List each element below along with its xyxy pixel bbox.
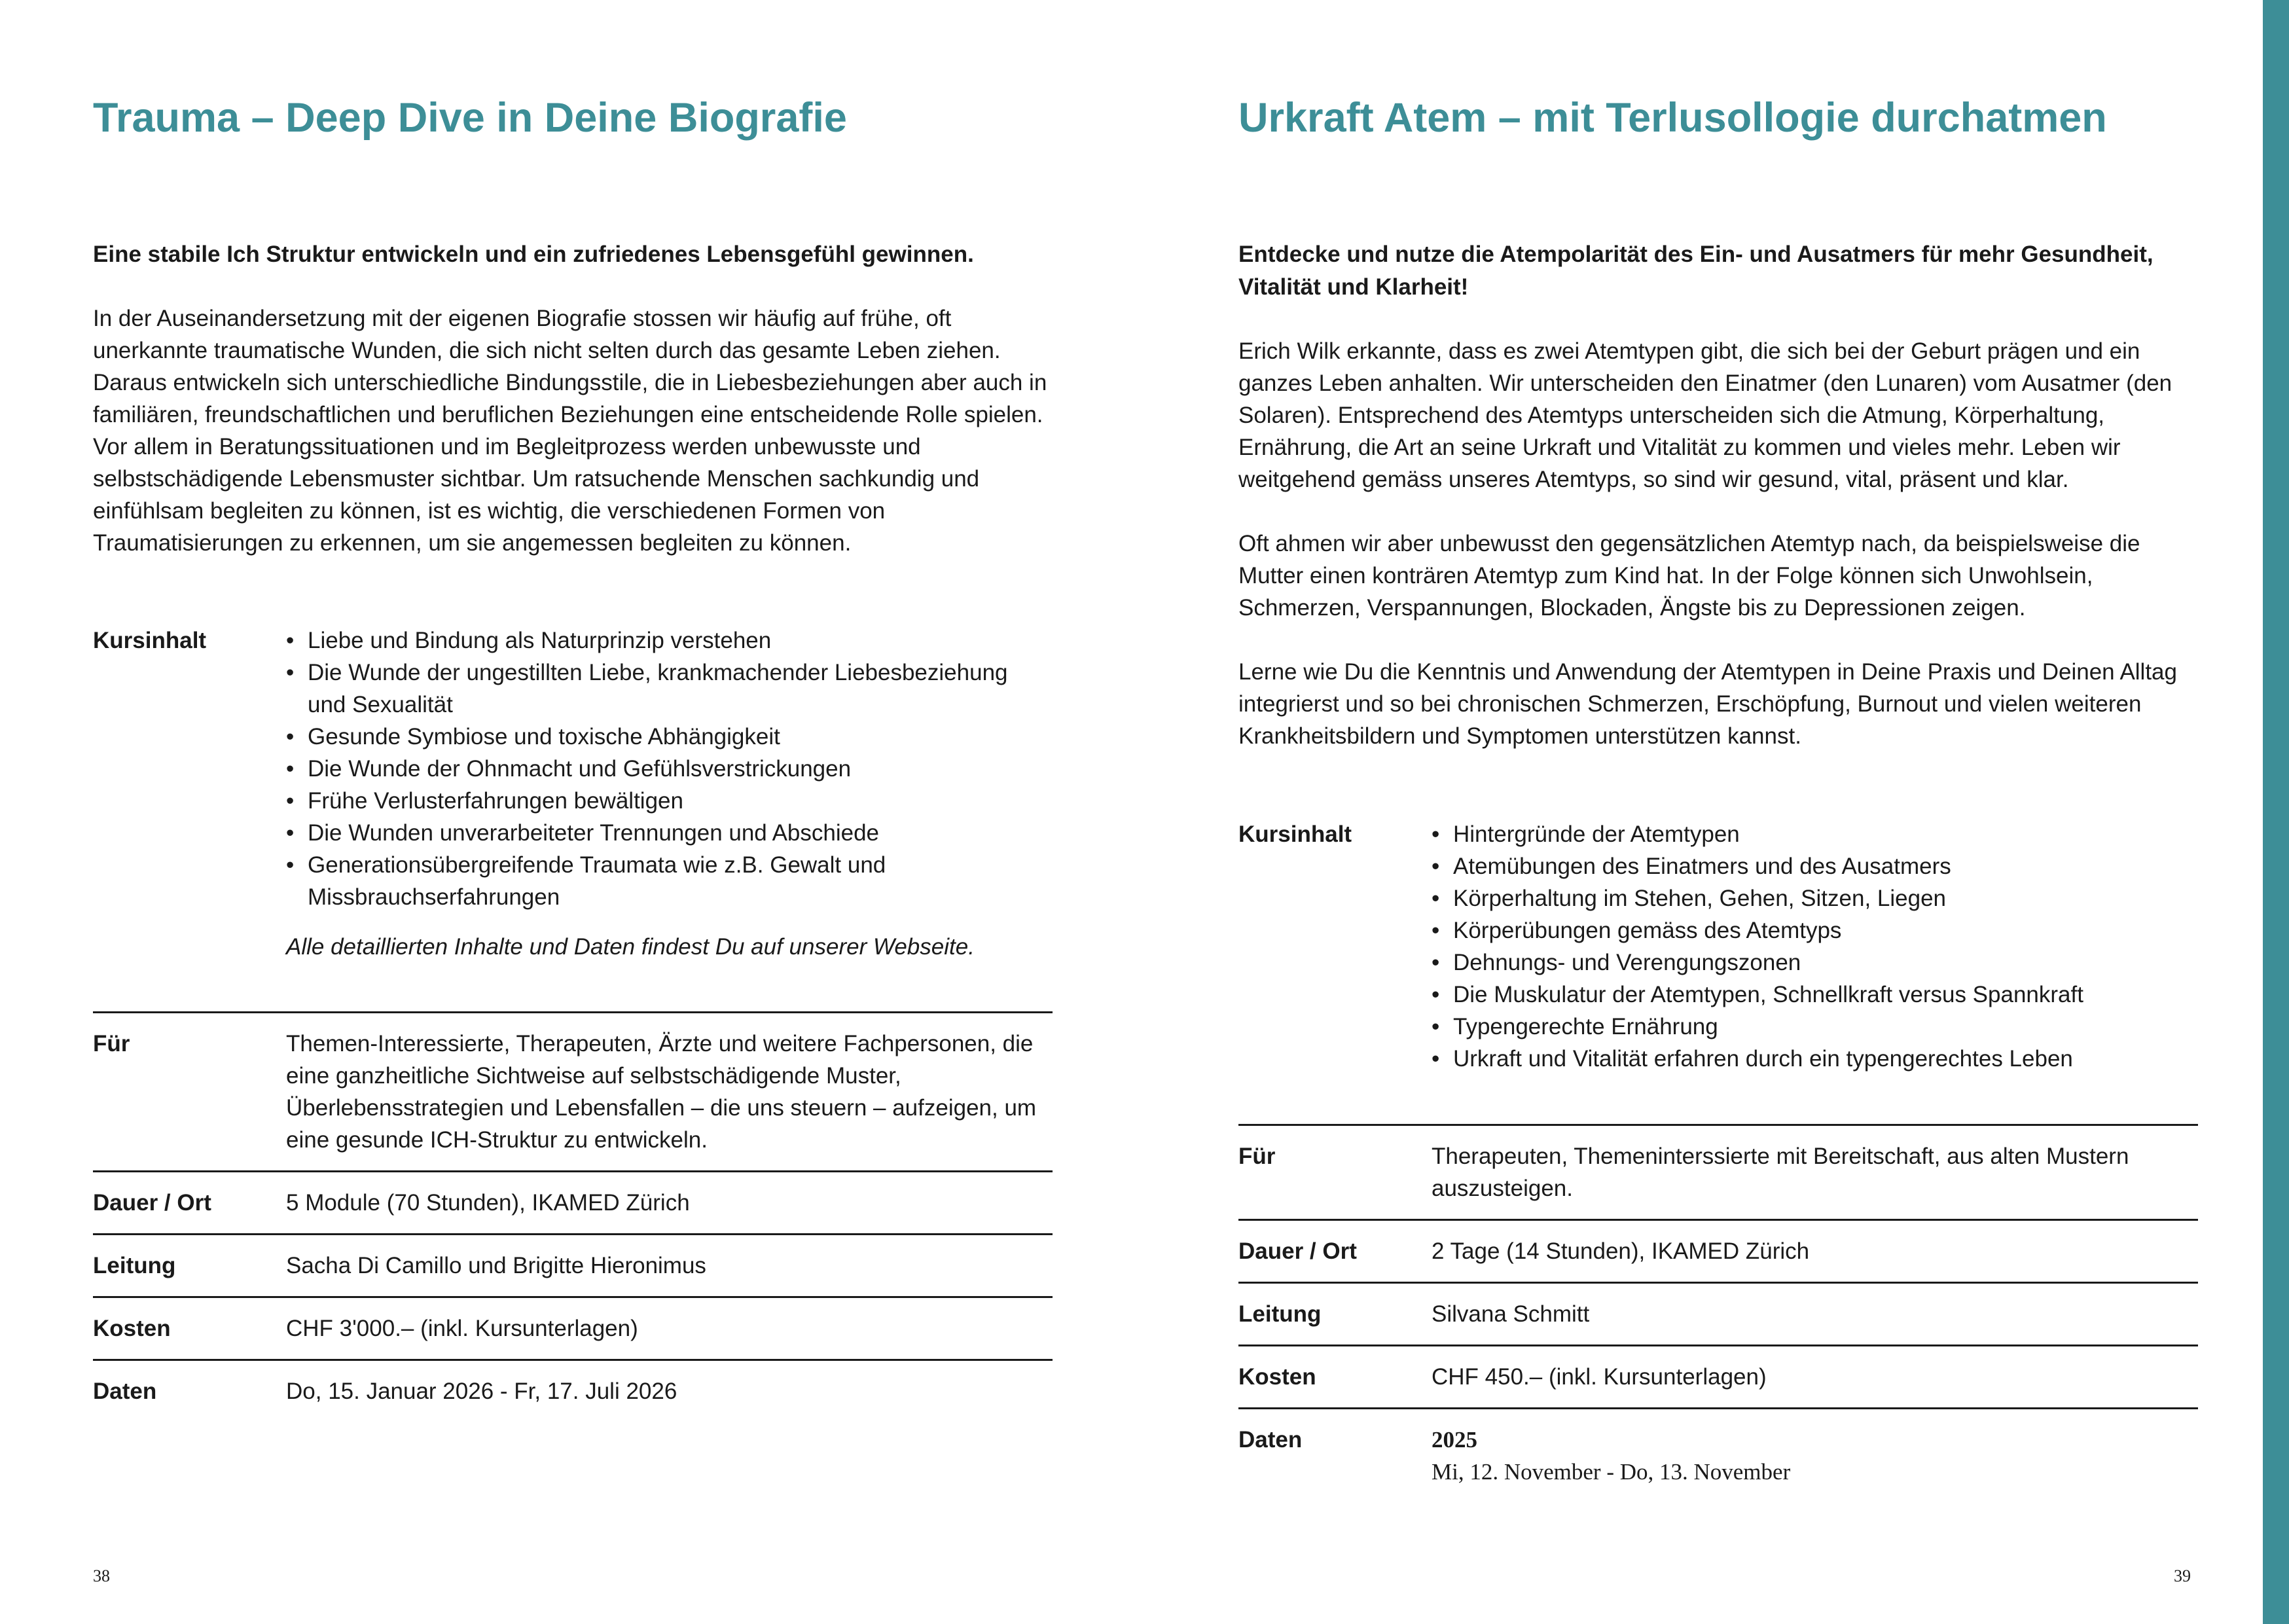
bullet-icon: • <box>286 756 295 782</box>
list-item: • Gesunde Symbiose und toxische Abhängigkeit <box>286 721 1052 753</box>
bullet-icon: • <box>1432 886 1440 911</box>
info-value: Sacha Di Camillo und Brigitte Hieronimus <box>286 1253 706 1278</box>
info-key: Dauer / Ort <box>93 1190 211 1216</box>
bullet-icon: • <box>286 788 295 814</box>
list-item: • Generationsübergreifende Traumata wie z.B. Gewalt und Missbrauchserfahrungen <box>286 849 1052 913</box>
info-key: Daten <box>1238 1427 1303 1453</box>
course-info-table <box>1238 1124 2198 1502</box>
info-key: Für <box>93 1031 130 1056</box>
info-value: CHF 450.– (inkl. Kursunterlagen) <box>1432 1364 1767 1390</box>
info-row-dauer-ort <box>93 1170 1053 1233</box>
lead-text: Eine stabile Ich Struktur entwickeln und ein zufriedenes Lebensgefühl gewinnen. <box>93 242 974 267</box>
info-row-leitung <box>93 1233 1053 1296</box>
info-key: Leitung <box>93 1253 176 1278</box>
info-value: Silvana Schmitt <box>1432 1301 1590 1327</box>
bullet-icon: • <box>1432 1046 1440 1072</box>
intro-paragraph: Lerne wie Du die Kenntnis und Anwendung der Atemtypen in Deine Praxis und Deinen Alltag integrierst und so bei chronischen Schmerzen, Erschöpfung, Burnout und vielen weiteren Krankheitsbildern und Symptomen unterstützen kannst. <box>1238 659 2177 749</box>
intro-paragraph: In der Auseinandersetzung mit der eigenen Biografie stossen wir häufig auf frühe, oft unerkannte traumatische Wunden, die sich nicht selten durch das gesamte Leben ziehen. Daraus entwickeln sich unterschiedliche Bindungsstile, die in Liebesbeziehungen aber auch in familiären, freundschaftlichen und beruflichen Beziehungen eine entscheidende Rolle spielen. Vor allem in Beratungssituationen und im Begleitprozess werden unbewusste und selbstschädigende Lebensmuster sichtbar. Um ratsuchende Menschen sachkundig und einfühlsam begleiten zu können, ist es wichtig, die verschiedenen Formen von Traumatisierungen zu erkennen, um sie angemessen begleiten zu können. <box>93 306 1047 556</box>
bullet-icon: • <box>286 820 295 846</box>
dates-year: 2025 <box>1432 1427 1477 1453</box>
info-key: Kosten <box>1238 1364 1316 1390</box>
dates-range: Mi, 12. November - Do, 13. November <box>1432 1459 1791 1485</box>
bullet-icon: • <box>1432 918 1440 943</box>
website-note: Alle detaillierten Inhalte und Daten findest Du auf unserer Webseite. <box>286 934 975 960</box>
info-key: Für <box>1238 1144 1276 1169</box>
page-number: 39 <box>2174 1566 2191 1585</box>
info-row-daten <box>1238 1407 2198 1502</box>
list-item: • Liebe und Bindung als Naturprinzip verstehen <box>286 624 1052 657</box>
info-row-fuer <box>93 1011 1053 1170</box>
course-content-label: Kursinhalt <box>93 628 207 653</box>
intro-paragraph: Oft ahmen wir aber unbewusst den gegensätzlichen Atemtyp nach, da beispielsweise die Mutter einen konträren Atemtyp zum Kind hat. In der Folge können sich Unwohlsein, Schmerzen, Verspannungen, Blockaden, Ängste bis zu Depressionen zeigen. <box>1238 531 2140 621</box>
page-number: 38 <box>93 1566 110 1585</box>
info-row-daten <box>93 1359 1053 1422</box>
bullet-icon: • <box>286 660 295 685</box>
intro-paragraphs <box>1238 335 2198 752</box>
course-info-table <box>93 1011 1053 1422</box>
accent-strip <box>2263 0 2289 1624</box>
bullet-icon: • <box>286 852 295 878</box>
list-item: • Die Wunde der Ohnmacht und Gefühlsverstrickungen <box>286 753 1052 785</box>
list-item: • Die Wunde der ungestillten Liebe, krankmachender Liebesbeziehung und Sexualität <box>286 657 1052 721</box>
list-item: • Körperübungen gemäss des Atemtyps <box>1432 914 2197 947</box>
bullet-icon: • <box>1432 854 1440 879</box>
bullet-icon: • <box>286 724 295 749</box>
info-row-kosten <box>1238 1344 2198 1407</box>
intro-paragraph: Erich Wilk erkannte, dass es zwei Atemtypen gibt, die sich bei der Geburt prägen und ein ganzes Leben anhalten. Wir unterscheiden den Einatmer (den Lunaren) vom Ausatmer (den Solaren). Entsprechend des Atemtyps unterscheiden sich die Atmung, Körperhaltung, Ernährung, die Art an seine Urkraft und Vitalität zu kommen und vieles mehr. Leben wir weitgehend gemäss unseres Atemtyps, so sind wir gesund, vital, präsent und klar. <box>1238 338 2172 492</box>
info-value: CHF 3'000.– (inkl. Kursunterlagen) <box>286 1316 638 1341</box>
list-item: • Urkraft und Vitalität erfahren durch ein typengerechtes Leben <box>1432 1043 2197 1075</box>
list-item: • Atemübungen des Einatmers und des Ausatmers <box>1432 850 2197 882</box>
list-item: • Dehnungs- und Verengungszonen <box>1432 947 2197 979</box>
bullet-icon: • <box>1432 982 1440 1007</box>
list-item: • Die Wunden unverarbeiteter Trennungen und Abschiede <box>286 817 1052 849</box>
page-title: Urkraft Atem – mit Terlusollogie durchatmen <box>1238 95 2107 141</box>
info-key: Kosten <box>93 1316 171 1341</box>
info-value: 2 Tage (14 Stunden), IKAMED Zürich <box>1432 1238 1810 1264</box>
info-value: Do, 15. Januar 2026 - Fr, 17. Juli 2026 <box>286 1379 677 1404</box>
bullet-icon: • <box>286 628 295 653</box>
info-key: Dauer / Ort <box>1238 1238 1357 1264</box>
info-key: Daten <box>93 1379 157 1404</box>
info-row-kosten <box>93 1296 1053 1359</box>
lead-text: Entdecke und nutze die Atempolarität des Ein- und Ausatmers für mehr Gesundheit, Vitalität und Klarheit! <box>1238 242 2154 300</box>
info-key: Leitung <box>1238 1301 1322 1327</box>
info-row-dauer-ort <box>1238 1219 2198 1282</box>
info-row-fuer <box>1238 1124 2198 1219</box>
list-item: • Hintergründe der Atemtypen <box>1432 818 2197 850</box>
list-item: • Die Muskulatur der Atemtypen, Schnellkraft versus Spannkraft <box>1432 979 2197 1011</box>
list-item: • Typengerechte Ernährung <box>1432 1011 2197 1043</box>
page-title: Trauma – Deep Dive in Deine Biografie <box>93 95 847 141</box>
info-value: Therapeuten, Themeninterssierte mit Bereitschaft, aus alten Mustern auszusteigen. <box>1432 1144 2129 1201</box>
bullet-icon: • <box>1432 1014 1440 1039</box>
info-value: 5 Module (70 Stunden), IKAMED Zürich <box>286 1190 690 1216</box>
info-value: Themen-Interessierte, Therapeuten, Ärzte und weitere Fachpersonen, die eine ganzheitliche Sichtweise auf selbstschädigende Muster, Überlebensstrategien und Lebensfallen – die uns steuern – aufzeigen, um eine gesunde ICH-Struktur zu entwickeln. <box>286 1031 1037 1153</box>
info-row-leitung <box>1238 1282 2198 1344</box>
course-content-list <box>286 624 1052 913</box>
info-value <box>1432 1409 2198 1502</box>
right-page <box>1144 0 2289 1624</box>
intro-paragraphs <box>93 302 1053 559</box>
course-content-label: Kursinhalt <box>1238 821 1352 847</box>
bullet-icon: • <box>1432 821 1440 847</box>
list-item: • Frühe Verlusterfahrungen bewältigen <box>286 785 1052 817</box>
bullet-icon: • <box>1432 950 1440 975</box>
left-page <box>0 0 1144 1624</box>
list-item: • Körperhaltung im Stehen, Gehen, Sitzen, Liegen <box>1432 882 2197 914</box>
course-content-list <box>1432 818 2197 1075</box>
